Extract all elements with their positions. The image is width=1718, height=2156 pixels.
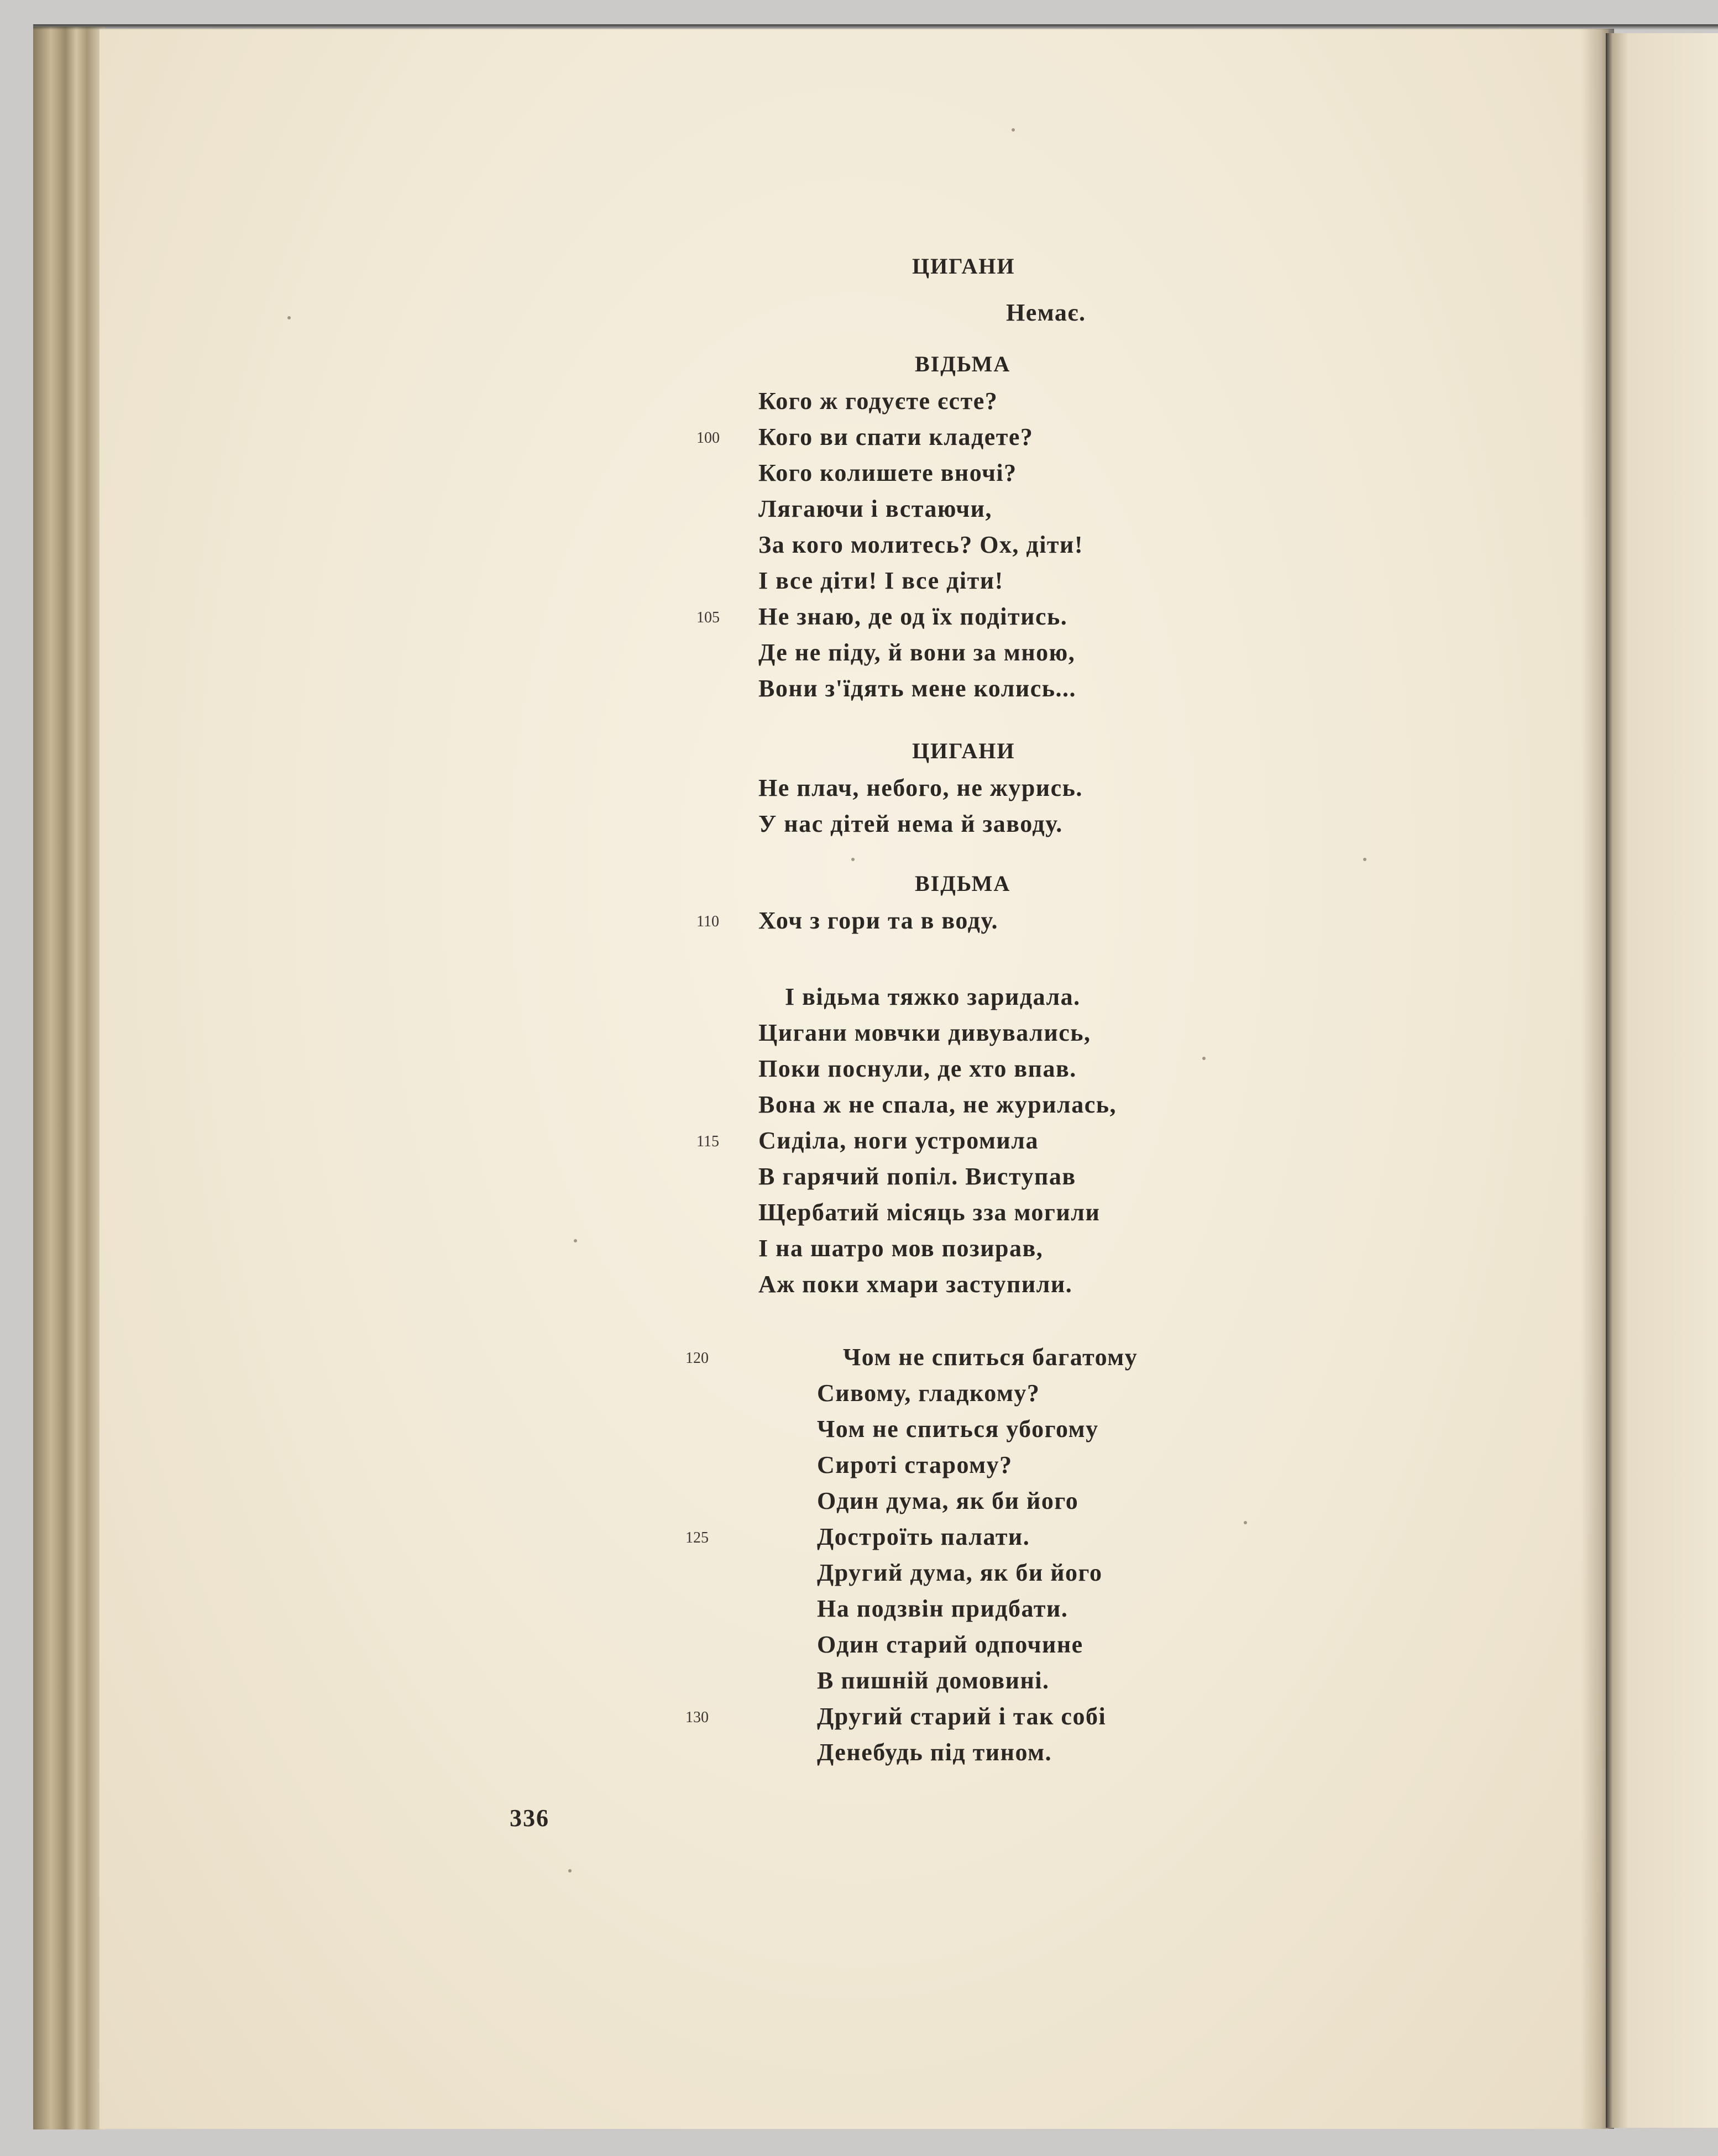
line-number: 115 [696, 1133, 719, 1150]
top-edge-shadow [33, 24, 1718, 30]
speaker-name: ВІДЬМА [915, 871, 1011, 896]
page-number: 336 [510, 1804, 549, 1832]
line-number: 100 [696, 429, 720, 447]
line-number: 105 [696, 609, 720, 626]
verse-line: І на шатро мов позирав, [758, 1235, 1044, 1262]
verse-line: Чом не спиться багатому [843, 1344, 1138, 1371]
paper-speck [851, 858, 855, 861]
verse-line: Аж поки хмари заступили. [758, 1271, 1073, 1298]
verse-line: Не плач, небого, не журись. [758, 774, 1083, 801]
speaker-name: ВІДЬМА [915, 352, 1011, 376]
verse-line: Сиділа, ноги устромила [758, 1127, 1039, 1154]
verse-line: Кого ви спати кладете? [758, 423, 1034, 450]
verse-line: Другий старий і так собі [817, 1703, 1107, 1730]
verse-line: За кого молитесь? Ох, діти! [758, 531, 1084, 558]
verse-line: Один дума, як би його [817, 1487, 1079, 1514]
verse-line: Щербатий місяць зза могили [758, 1199, 1101, 1226]
line-number: 125 [685, 1529, 709, 1546]
verse-line: І все діти! І все діти! [758, 567, 1004, 594]
verse-line: Достроїть палати. [817, 1523, 1030, 1550]
line-number: 130 [685, 1709, 709, 1726]
line-number: 120 [685, 1350, 709, 1367]
verse-line: Немає. [1006, 299, 1086, 326]
verse-line: Сироті старому? [817, 1451, 1013, 1478]
verse-line: У нас дітей нема й заводу. [758, 810, 1063, 837]
verse-line: Денебудь під тином. [817, 1739, 1052, 1766]
verse-line: І відьма тяжко заридала. [785, 983, 1081, 1010]
paper-speck [1244, 1521, 1247, 1524]
verse-line: Кого ж годуєте єсте? [758, 387, 998, 415]
verse-line: Один старий одпочине [817, 1631, 1083, 1658]
book-page-edges [33, 27, 105, 2129]
line-number: 110 [696, 913, 719, 930]
verse-line: Не знаю, де од їх подітись. [758, 603, 1068, 630]
speaker-name: ЦИГАНИ [912, 254, 1015, 279]
verse-line: Другий дума, як би його [817, 1559, 1103, 1586]
paper-speck [574, 1239, 577, 1242]
paper-speck [1202, 1057, 1206, 1060]
verse-line: Цигани мовчки дивувались, [758, 1019, 1091, 1046]
verse-line: Чом не спиться убогому [817, 1415, 1099, 1442]
verse-line: На подзвін придбати. [817, 1595, 1068, 1622]
paper-speck [287, 316, 291, 319]
adjacent-page-edge [1606, 33, 1718, 2128]
verse-line: Де не піду, й вони за мною, [758, 639, 1076, 666]
verse-line: Поки поснули, де хто впав. [758, 1055, 1077, 1082]
verse-line: Вона ж не спала, не журилась, [758, 1091, 1117, 1118]
paper-speck [1363, 858, 1366, 861]
verse-line: Хоч з гори та в воду. [758, 907, 998, 934]
paper-speck [1012, 128, 1015, 132]
verse-line: В гарячий попіл. Виступав [758, 1163, 1076, 1190]
verse-line: Лягаючи і встаючи, [758, 495, 992, 522]
verse-line: Сивому, гладкому? [817, 1379, 1040, 1407]
verse-line: В пишній домовині. [817, 1667, 1050, 1694]
verse-line: Кого колишете вночі? [758, 459, 1017, 486]
verse-line: Вони з'їдять мене колись... [758, 675, 1077, 702]
speaker-name: ЦИГАНИ [912, 738, 1015, 763]
paper-speck [568, 1869, 572, 1872]
